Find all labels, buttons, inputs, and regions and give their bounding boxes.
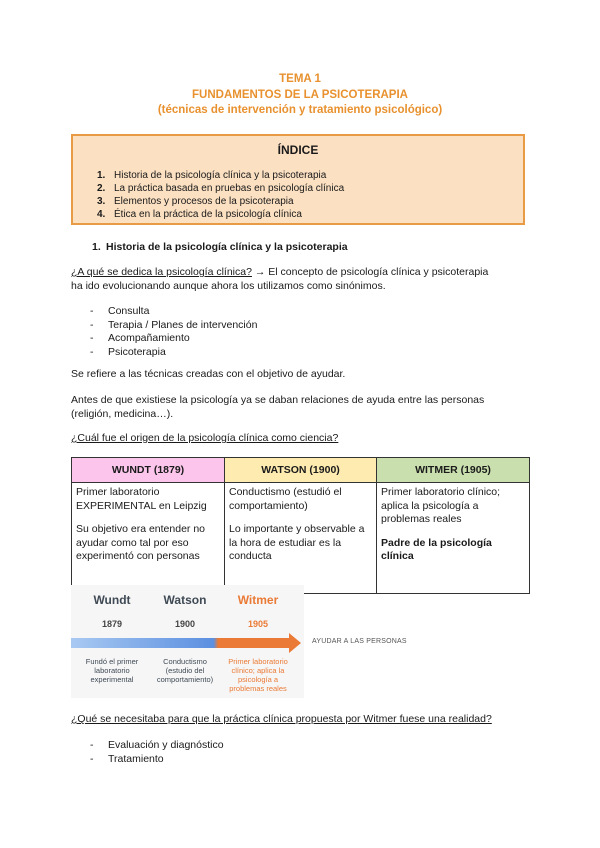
table-row [72,483,530,594]
index-item-text: Historia de la psicología clínica y la psicoterapia [114,170,327,181]
cell-text: Su objetivo era entender no ayudar como tal por eso experimentó con personas [76,523,206,562]
document-title [0,72,600,119]
section-number: 1. [92,241,101,253]
list-item-text: Terapia / Planes de intervención [108,318,258,331]
timeline-year: 1879 [101,619,123,629]
index-item-text: Elementos y procesos de la psicoterapia [114,196,294,207]
dash: - [90,345,94,358]
index-item-number: 4. [97,209,106,220]
title-line-2: FUNDAMENTOS DE LA PSICOTERAPIA [192,88,408,101]
question-1: ¿A qué se dedica la psicología clínica? [71,266,252,278]
list-item-text: Tratamiento [108,752,164,765]
question-3: ¿Qué se necesitaba para que la práctica clínica propuesta por Witmer fuese una realidad? [71,713,492,725]
dash: - [90,305,94,317]
table-header-row [72,458,530,483]
index-item [97,208,344,221]
index-list [97,169,344,221]
list-item-text: Psicoterapia [108,345,166,358]
timeline-year: 1900 [174,619,196,629]
paragraph-history-line-1: Antes de que existiese la psicología ya se daban relaciones de ayuda entre las personas [71,394,485,406]
list-item [90,739,224,753]
timeline-desc: Fundó el primer laboratorio experimental [85,657,139,684]
dash: - [90,318,94,331]
question-2: ¿Cuál fue el origen de la psicología clínica como ciencia? [71,432,339,444]
help-people-label: AYUDAR A LAS PERSONAS [312,638,407,645]
cell-text: Conductismo (estudió el comportamiento) [229,486,342,512]
timeline-year: 1905 [247,619,269,629]
index-item [97,169,344,182]
cell-witmer [377,483,530,594]
timeline-arrow [71,633,304,653]
header-watson: WATSON (1900) [225,458,377,483]
index-item-text: La práctica basada en pruebas en psicología clínica [114,183,345,194]
list-item [90,753,224,767]
list-item [90,332,257,346]
answer-1-line-1: → El concepto de psicología clínica y psicoterapia [251,266,489,278]
index-item-text: Ética en la práctica de la psicología clínica [114,209,302,220]
origins-table [71,457,530,594]
cell-text-bold: Padre de la psicología clínica [381,536,492,562]
cell-wundt [72,483,225,594]
list-item-text: Evaluación y diagnóstico [108,739,224,751]
index-title: ÍNDICE [277,143,319,157]
timeline-name: Wundt [93,593,131,607]
list-item-text: Consulta [108,305,150,317]
header-witmer: WITMER (1905) [377,458,530,483]
cell-text: Lo importante y observable a la hora de estudiar es la conducta [229,523,365,562]
timeline-desc: Primer laboratorio clínico; aplica la psicología a problemas reales [228,657,288,693]
timeline-name: Witmer [237,593,279,607]
list-item [90,346,257,360]
cell-text: Primer laboratorio clínico; aplica la psicología a problemas reales [381,486,501,525]
list-item-text: Acompañamiento [108,332,190,344]
paragraph-question-1 [71,266,531,293]
index-item [97,195,344,208]
activity-list [90,305,257,359]
section-heading [92,241,348,253]
list-item [90,305,257,319]
paragraph-techniques: Se refiere a las técnicas creadas con el objetivo de ayudar. [71,368,346,380]
cell-text: Primer laboratorio EXPERIMENTAL en Leipzig [76,486,207,512]
dash: - [90,332,94,344]
cell-watson [225,483,377,594]
index-item-number: 3. [97,196,106,207]
paragraph-history [71,394,531,421]
header-wundt: WUNDT (1879) [72,458,225,483]
timeline-figure [71,585,304,698]
index-item-number: 1. [97,170,106,181]
answer-1-line-2: ha ido evolucionando aunque ahora los utilizamos como sinónimos. [71,279,386,292]
index-box [71,134,525,225]
paragraph-history-line-2: (religión, medicina…). [71,407,174,420]
index-item [97,182,344,195]
timeline-name: Watson [163,593,207,607]
title-line-1: TEMA 1 [279,73,321,85]
section-title: Historia de la psicología clínica y la psicoterapia [106,241,348,253]
title-line-3: (técnicas de intervención y tratamiento psicológico) [157,104,443,116]
dash: - [90,752,94,765]
dash: - [90,739,94,751]
timeline-desc: Conductismo (estudio del comportamiento) [156,657,214,684]
requirements-list [90,739,224,766]
arrow-shape [71,633,301,653]
list-item [90,319,257,333]
index-item-number: 2. [97,183,106,194]
